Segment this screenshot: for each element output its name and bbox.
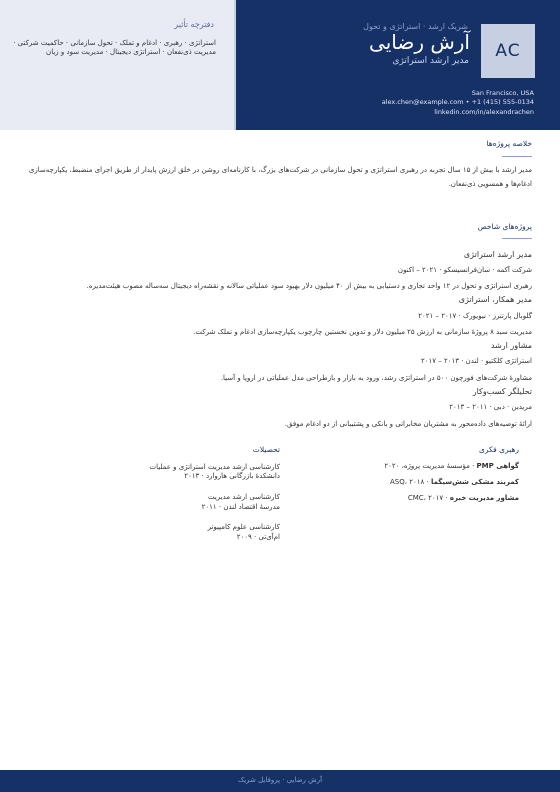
summary-heading: خلاصه پروژه‌ها — [486, 139, 532, 148]
project-role: تحلیلگر کسب‌وکار — [472, 387, 532, 396]
credential-item — [384, 462, 519, 470]
contact-email-phone[interactable]: alex.chen@example.com • +1 (415) 555-0134 — [381, 98, 534, 106]
person-name: آرش رضایی — [369, 30, 470, 54]
credential-item — [390, 478, 519, 486]
impact-title: دفترچه تأثیر — [174, 20, 214, 29]
degree-name: کارشناسی علوم کامپیوتر — [207, 523, 280, 531]
degree-school: مدرسهٔ اقتصاد لندن · ۲۰۱۱ — [201, 503, 280, 511]
project-meta: شرکت آکمه · سان‌فرانسیسکو · ۲۰۲۱ – اکنون — [397, 266, 532, 274]
credential-name: کمربند مشکی شش‌سیگما — [430, 478, 519, 486]
summary-text: ادغام‌ها و همسویی ذی‌نفعان. — [448, 180, 532, 188]
education-heading: تحصیلات — [252, 445, 280, 454]
summary-rule — [502, 156, 532, 157]
project-description: رهبری استراتژی و تحول در ۱۲ واحد تجاری و دستیابی به بیش از ۴۰ میلیون دلار بهبود سود عملیاتی سالانه و نقشه‌راه دیجیتال سه‌ساله مصوب هیئت‌مدیره. — [86, 282, 532, 290]
impact-keywords-line: استراتژی · رهبری · ادغام و تملک · تحول سازمانی · حاکمیت شرکتی · — [13, 39, 216, 47]
project-description: مشاورهٔ شرکت‌های فورچون ۵۰۰ در استراتژی رشد، ورود به بازار و بازطراحی مدل عملیاتی در اروپا و آسیا. — [220, 374, 532, 382]
header — [0, 0, 560, 130]
avatar: AC — [481, 24, 535, 78]
credential-name: گواهی PMP — [476, 462, 519, 470]
contact-linkedin[interactable]: linkedin.com/in/alexandrachen — [434, 108, 534, 116]
project-role: مدیر ارشد استراتژی — [463, 250, 532, 259]
projects-heading: پروژه‌های شاخص — [477, 222, 532, 231]
credential-detail: · ASQ، ۲۰۱۸ — [390, 478, 431, 486]
project-meta: گلوبال پارتنرز · نیویورک · ۲۰۱۷ – ۲۰۲۱ — [418, 312, 532, 320]
degree-school: دانشکدهٔ بازرگانی هاروارد · ۲۰۱۳ — [184, 472, 280, 480]
summary-text: مدیر ارشد با بیش از ۱۵ سال تجربه در رهبری استراتژی و تحول سازمانی در شرکت‌های بزرگ، با کارنامه‌ای روشن در خلق ارزش پایدار از طریق اجرای منضبط، یکپارچه‌سازی — [28, 166, 532, 174]
project-description: ارائهٔ توصیه‌های داده‌محور به مشتریان مخابراتی و بانکی و پشتیبانی از دو ادغام موفق. — [284, 420, 532, 428]
contact-city: San Francisco, USA — [471, 89, 534, 97]
footer — [0, 770, 560, 792]
project-meta: استراتژی کلکتیو · لندن · ۲۰۱۳ – ۲۰۱۷ — [420, 357, 532, 365]
credential-detail: · مؤسسهٔ مدیریت پروژه، ۲۰۲۰ — [384, 462, 477, 470]
footer-text: آرش رضایی · پروفایل شریک — [237, 776, 323, 784]
project-role: مشاور ارشد — [490, 341, 532, 350]
projects-rule — [502, 238, 532, 239]
project-meta: مریدین · دبی · ۲۰۱۱ – ۲۰۱۳ — [449, 403, 532, 411]
credential-detail: · CMC، ۲۰۱۷ — [407, 494, 450, 502]
person-title: مدیر ارشد استراتژی — [392, 56, 469, 66]
thought-leadership-heading: رهبری فکری — [479, 445, 519, 454]
project-role: مدیر همکار، استراتژی — [458, 295, 532, 304]
credential-name: مشاور مدیریت خبره — [449, 494, 519, 502]
project-description: مدیریت سبد ۸ پروژهٔ سازمانی به ارزش ۲۵ میلیون دلار و تدوین نخستین چارچوب یکپارچه‌سازی ادغام و تملک شرکت. — [193, 328, 532, 336]
impact-keywords-line: مدیریت ذی‌نفعان · استراتژی دیجیتال · مدیریت سود و زیان — [46, 48, 216, 56]
degree-school: ام‌آی‌تی · ۲۰۰۹ — [236, 533, 280, 541]
credential-item — [408, 494, 519, 502]
header-tagline: شریک ارشد · استراتژی و تحول — [363, 22, 468, 31]
degree-name: کارشناسی ارشد مدیریت استراتژی و عملیات — [149, 463, 280, 471]
degree-name: کارشناسی ارشد مدیریت — [207, 493, 280, 501]
